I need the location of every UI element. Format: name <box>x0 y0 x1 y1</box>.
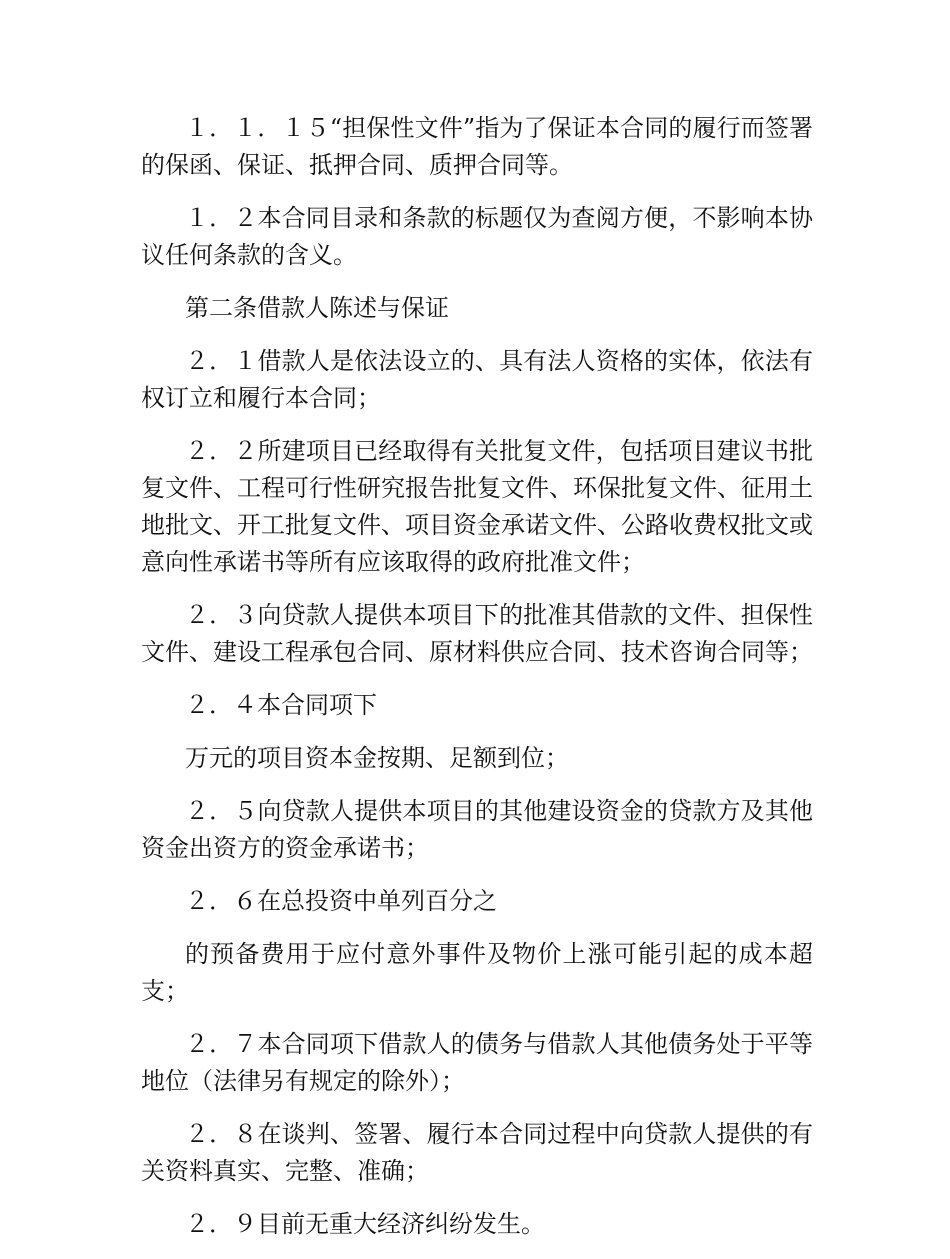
clause-2-4-continued: 万元的项目资本金按期、足额到位； <box>185 744 569 772</box>
clause-2-9: ２．９目前无重大经济纠纷发生。 <box>185 1210 545 1238</box>
clause-2-7: ２．７本合同项下借款人的债务与借款人其他债务处于平等地位（法律另有规定的除外）； <box>141 1030 813 1095</box>
clause-2-8: ２．８在谈判、签署、履行本合同过程中向贷款人提供的有关资料真实、完整、准确； <box>141 1120 813 1185</box>
clause-2-6: ２．６在总投资中单列百分之 <box>185 887 497 915</box>
clause-1-1-15: １．１．１５“担保性文件”指为了保证本合同的履行而签署的保函、保证、抵押合同、质押合同等。 <box>141 114 813 179</box>
clause-1-2: １．２本合同目录和条款的标题仅为查阅方便，不影响本协议任何条款的含义。 <box>141 204 813 269</box>
clause-2-2: ２．２所建项目已经取得有关批复文件，包括项目建议书批复文件、工程可行性研究报告批复文件、环保批复文件、征用土地批文、开工批复文件、项目资金承诺文件、公路收费权批文或意向性承诺书等所有应该取得的政府批准文件； <box>141 437 813 576</box>
clause-2-4: ２．４本合同项下 <box>185 691 377 719</box>
clause-2-6-continued: 的预备费用于应付意外事件及物价上涨可能引起的成本超支； <box>141 940 813 1005</box>
clause-2-1: ２．１借款人是依法设立的、具有法人资格的实体，依法有权订立和履行本合同； <box>141 347 813 412</box>
clause-2-5: ２．５向贷款人提供本项目的其他建设资金的贷款方及其他资金出资方的资金承诺书； <box>141 797 813 862</box>
document-body <box>141 110 813 1259</box>
clause-2-3: ２．３向贷款人提供本项目下的批准其借款的文件、担保性文件、建设工程承包合同、原材料供应合同、技术咨询合同等； <box>141 601 813 666</box>
article-2-heading: 第二条借款人陈述与保证 <box>185 294 449 322</box>
